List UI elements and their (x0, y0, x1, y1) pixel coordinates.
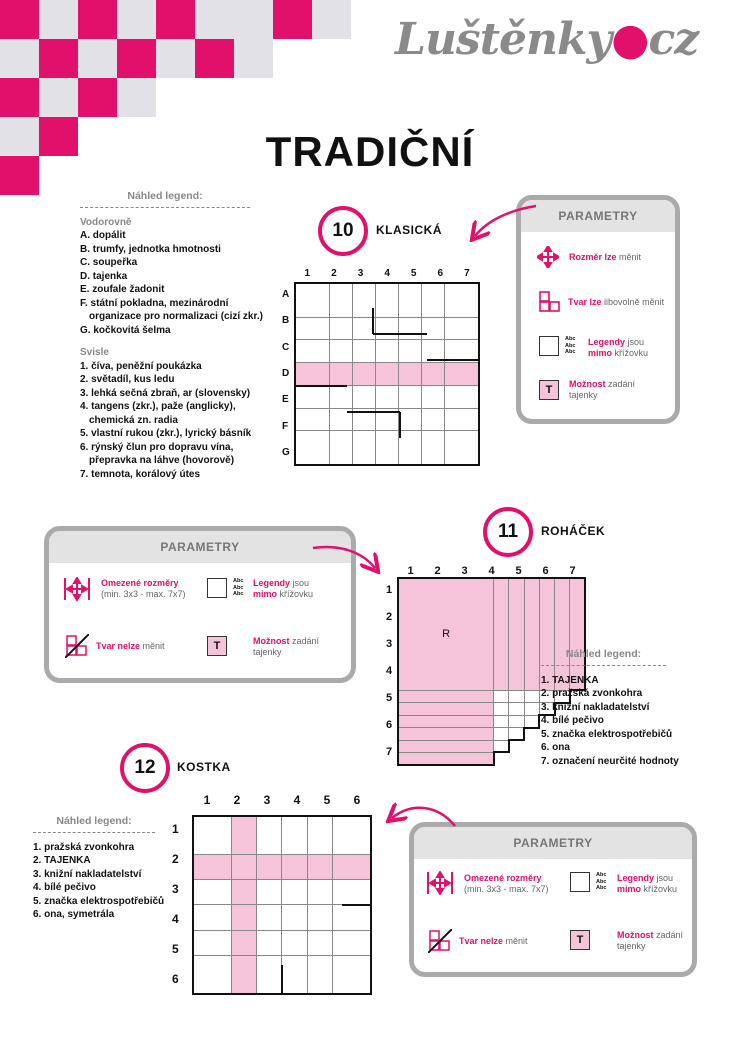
legend-item: 3. lehká sečná zbraň, ar (slovensky) (80, 387, 251, 399)
legend-item: 2. TAJENKA (33, 855, 91, 866)
legend-title: Náhled legend: (80, 190, 250, 208)
section-number-12: 12 (120, 743, 170, 793)
grid-cell-start[interactable]: R (398, 578, 494, 690)
legend-item: 3. knižní nakladatelství (33, 868, 142, 880)
legend-item: 4. bílé pečivo (33, 882, 96, 893)
column-label: 2 (233, 793, 241, 807)
section-label-klasicka: KLASICKÁ (376, 223, 442, 237)
column-label: 3 (357, 268, 364, 279)
row-label: G (282, 446, 290, 458)
row-label: A (282, 289, 290, 300)
row-label: B (282, 315, 290, 327)
legend-title: Náhled legend: (33, 815, 155, 833)
abc-icon: Abc Abc Abc (233, 578, 244, 597)
legend-item: B. trumfy, jednotka hmotnosti (80, 243, 221, 255)
legend-title: Náhled legend: (541, 648, 666, 666)
column-label: 4 (384, 268, 390, 279)
grid-10-walls (294, 308, 480, 438)
legend-item: 2. pražská zvonkohra (541, 688, 643, 699)
row-label: 1 (386, 584, 393, 596)
legend-item: přepravka na láhve (hovorově) (89, 455, 235, 466)
row-label: 7 (386, 746, 393, 758)
row-label: F (282, 420, 289, 432)
param-secret: Možnost zadání tajenky (569, 379, 636, 400)
row-label: 2 (172, 852, 179, 866)
param-size: Rozměr lze měnit (569, 252, 642, 262)
column-label: 7 (464, 268, 470, 279)
column-label: 3 (461, 565, 468, 577)
grid-12-walls (282, 905, 372, 995)
row-label: 5 (386, 692, 393, 704)
column-label: 2 (434, 565, 441, 577)
row-label: 6 (172, 972, 179, 986)
legend-item: 6. ona, symetrála (33, 909, 115, 920)
legend-item: 7. temnota, korálový útes (80, 468, 201, 480)
legend-item: G. kočkovitá šelma (80, 324, 171, 336)
legend-group-across: Vodorovně (80, 216, 132, 228)
param-shape-fixed: Tvar nelze měnit (96, 641, 165, 651)
section-number-11: 11 (483, 507, 533, 557)
column-label: 5 (515, 565, 522, 577)
column-label: 1 (304, 268, 311, 279)
param-legends: Legendy jsou mimo křížovku (253, 578, 314, 599)
arrow-10 (475, 206, 536, 236)
column-label: 3 (263, 793, 271, 807)
legend-item: 5. značka elektrospotřebičů (541, 728, 673, 740)
parameters-title: PARAMETRY (49, 531, 351, 563)
param-shape-fixed: Tvar nelze měnit (459, 936, 528, 946)
parameters-title: PARAMETRY (521, 200, 675, 232)
legend-item: 6. rýnský člun pro dopravu vína, (80, 441, 234, 453)
row-label: 1 (172, 822, 179, 836)
parameters-title: PARAMETRY (414, 827, 692, 859)
legend-group-down: Svisle (80, 347, 109, 358)
legend-item: 4. tangens (zkr.), paže (anglicky), (80, 401, 236, 412)
legend-item: C. soupeřka (80, 257, 138, 268)
section-number-10: 10 (318, 206, 368, 256)
legend-item: 7. označení neurčité hodnoty (541, 755, 679, 767)
abc-icon: Abc Abc Abc (565, 336, 576, 355)
column-label: 4 (488, 565, 495, 577)
param-legends: Legendy jsou mimo křížovku (617, 873, 678, 894)
param-secret: Možnost zadání tajenky (617, 930, 684, 951)
row-label: D (282, 367, 290, 379)
column-label: 6 (353, 793, 361, 807)
column-label: 6 (542, 565, 549, 577)
row-label: 3 (172, 882, 179, 896)
arrow-12 (392, 808, 455, 826)
legend-item: 1. číva, peněžní poukázka (80, 360, 202, 372)
row-label: 4 (386, 665, 393, 677)
param-legends: Legendy jsou mimo křížovku (588, 337, 649, 358)
legend-item: A. dopálit (80, 230, 126, 241)
row-label: 6 (386, 719, 393, 731)
secret-t-icon: T (570, 930, 590, 950)
column-label: 6 (437, 268, 444, 279)
secret-t-icon: T (539, 380, 559, 400)
legend-item: chemická zn. radia (89, 414, 178, 426)
column-label: 1 (203, 793, 211, 807)
column-label: 5 (410, 268, 417, 279)
legend-item: 5. značka elektrospotřebičů (33, 895, 165, 907)
secret-t-icon: T (207, 636, 227, 656)
legend-item: F. státní pokladna, mezinárodní (80, 297, 229, 309)
legend-item: 3. knižní nakladatelství (541, 701, 650, 713)
arrow-11 (313, 547, 375, 568)
param-limited-size: Omezené rozměry (min. 3x3 - max. 7x7) (464, 873, 549, 894)
legend-item: D. tajenka (80, 270, 128, 282)
row-label: 4 (172, 912, 179, 926)
row-label: E (282, 394, 289, 406)
section-label-rohacek: ROHÁČEK (541, 524, 606, 538)
page-title: TRADIČNÍ (265, 128, 475, 175)
row-label: 3 (386, 638, 393, 650)
legend-item: 2. světadíl, kus ledu (80, 374, 175, 385)
param-secret: Možnost zadání tajenky (253, 636, 320, 657)
legend-item: 6. ona (541, 742, 570, 753)
column-label: 1 (407, 565, 414, 577)
legend-item: 4. bílé pečivo (541, 715, 604, 726)
legend-item: E. zoufale žadonit (80, 284, 165, 295)
legend-item: organizace pro normalizaci (cizí zkr.) (89, 311, 263, 322)
abc-icon: Abc Abc Abc (596, 872, 607, 891)
row-label: 2 (386, 611, 393, 623)
column-label: 7 (569, 565, 576, 577)
section-label-kostka: KOSTKA (177, 760, 231, 774)
column-label: 2 (331, 268, 337, 279)
row-label: C (282, 341, 290, 353)
param-shape: Tvar lze libovolně měnit (568, 297, 665, 307)
brand-logo[interactable]: Luštěnky●cz (395, 14, 699, 65)
legend-item: 5. vlastní rukou (zkr.), lyrický básník (80, 428, 252, 439)
row-label: 5 (172, 942, 179, 956)
legend-item: 1. TAJENKA (541, 674, 599, 686)
legend-item: 1. pražská zvonkohra (33, 841, 135, 853)
column-label: 5 (323, 793, 331, 807)
param-limited-size: Omezené rozměry (min. 3x3 - max. 7x7) (101, 578, 186, 599)
column-label: 4 (293, 793, 301, 807)
